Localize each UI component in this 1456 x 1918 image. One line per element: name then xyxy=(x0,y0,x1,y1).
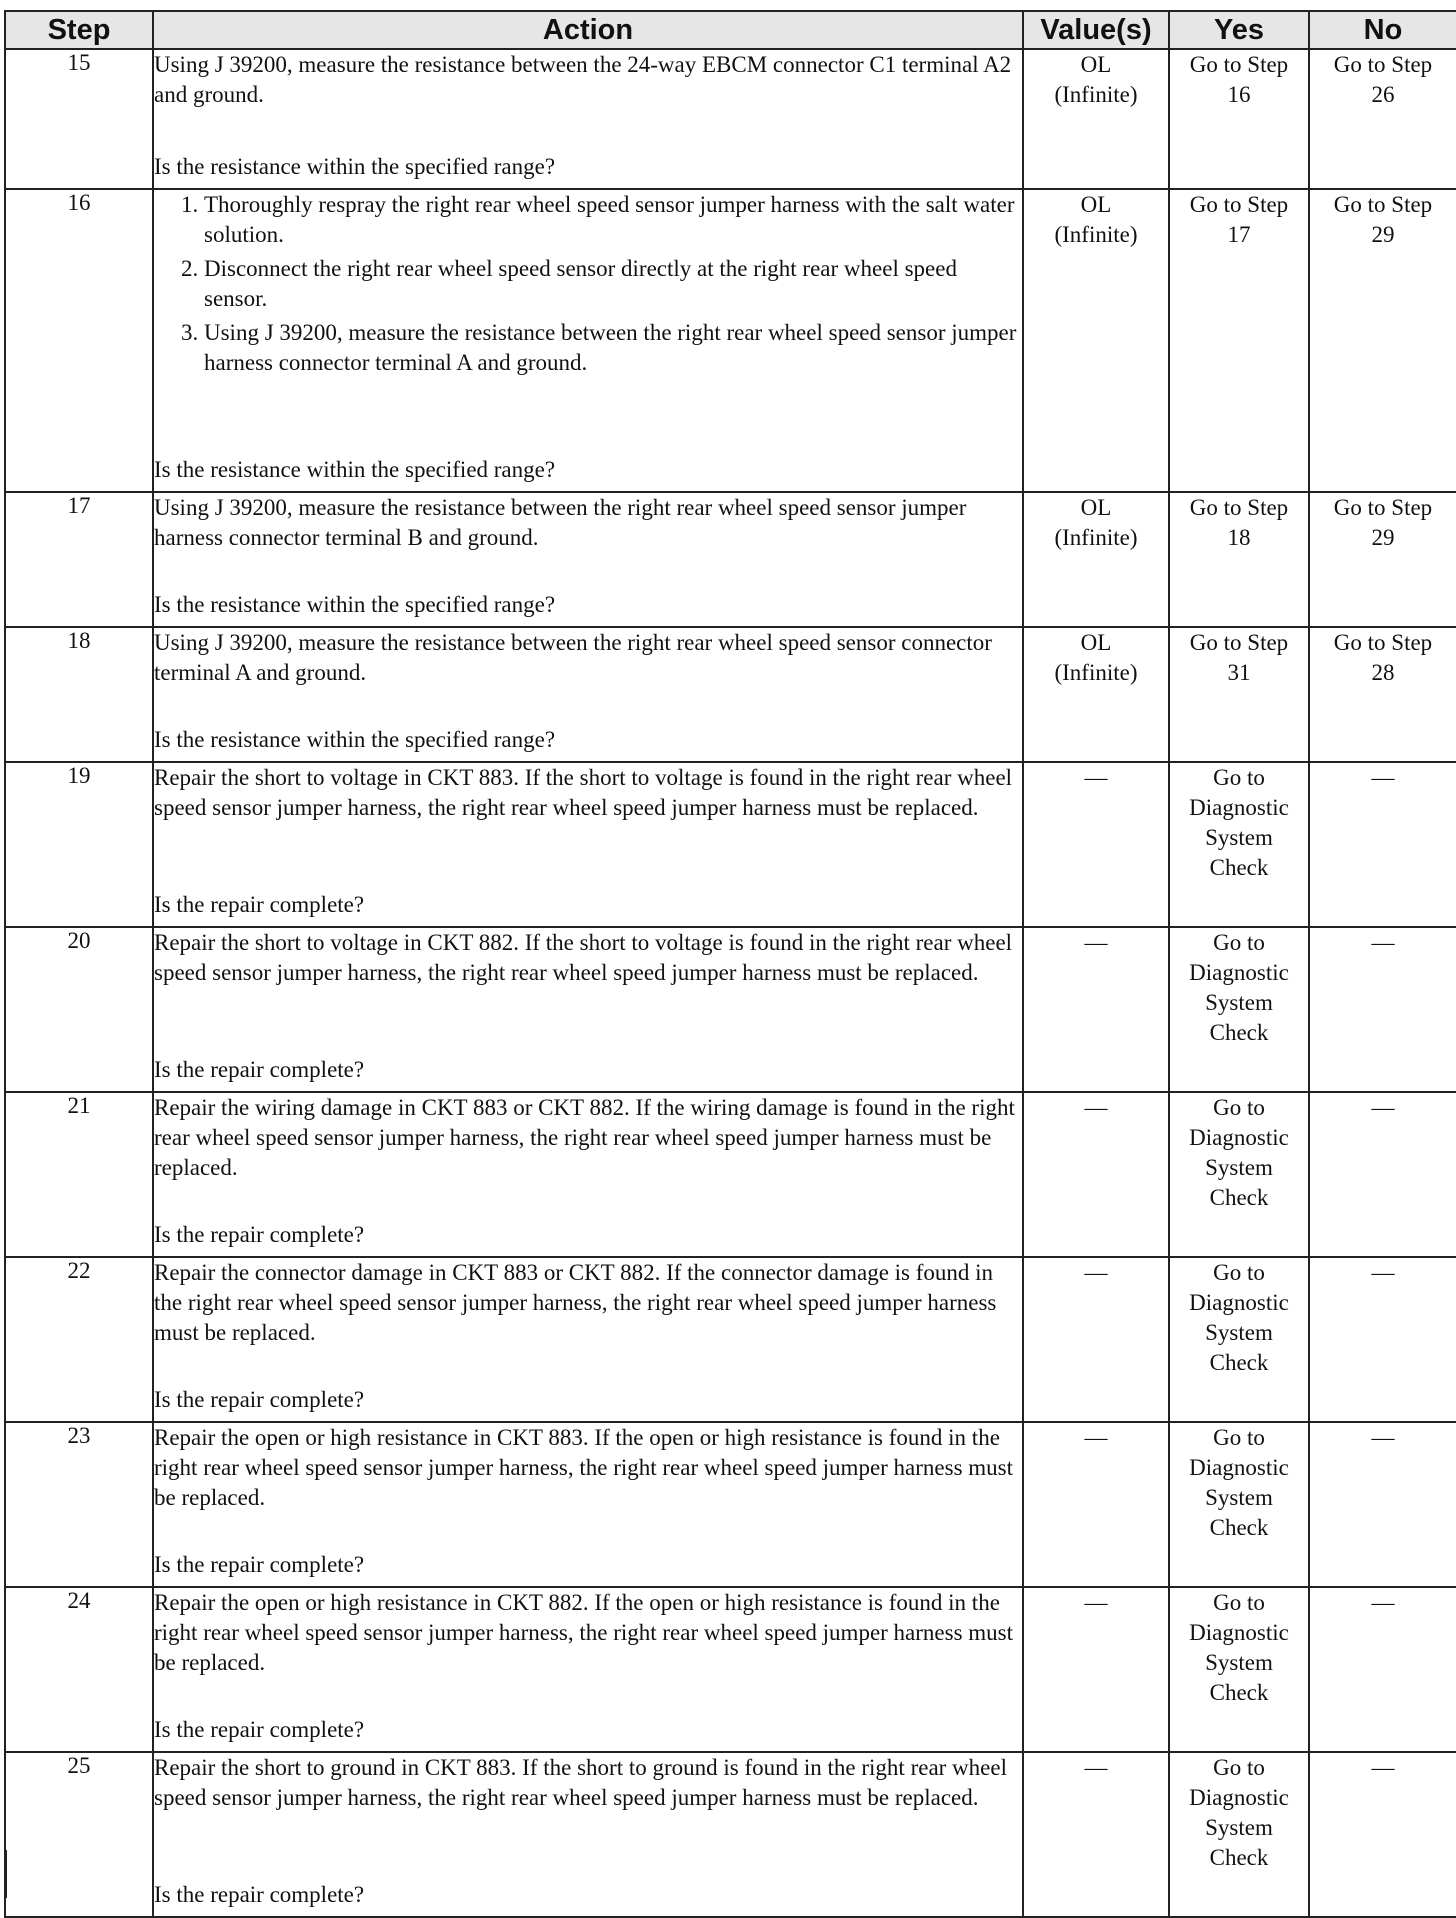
action-question: Is the repair complete? xyxy=(154,1387,365,1412)
header-no: No xyxy=(1309,11,1456,49)
step-number: 22 xyxy=(5,1257,153,1422)
no-action: — xyxy=(1371,930,1395,955)
yes-action: Go to Step 18 xyxy=(1189,495,1289,550)
no-cell xyxy=(1309,492,1456,627)
substep-item: 2. Disconnect the right rear wheel speed sensor directly at the right rear wheel speed sensor. xyxy=(204,254,1022,314)
substep-list xyxy=(154,190,1022,378)
no-cell xyxy=(1309,1257,1456,1422)
action-cell xyxy=(153,1587,1023,1752)
yes-cell xyxy=(1169,49,1309,189)
step-number: 21 xyxy=(5,1092,153,1257)
no-action: Go to Step 29 xyxy=(1333,192,1433,247)
table-row xyxy=(5,627,1456,762)
table-row xyxy=(5,762,1456,927)
action-cell xyxy=(153,762,1023,927)
action-text: Repair the open or high resistance in CKT 882. If the open or high resistance is found in the right rear wheel speed sensor jumper harness, the right rear wheel speed jumper harness must be replaced. xyxy=(154,1590,1014,1675)
table-body xyxy=(5,49,1456,1917)
no-action: — xyxy=(1371,1590,1395,1615)
step-number: 25 xyxy=(5,1752,153,1917)
no-cell xyxy=(1309,189,1456,492)
value-primary: — xyxy=(1084,1425,1108,1450)
no-action: — xyxy=(1371,1095,1395,1120)
step-number: 23 xyxy=(5,1422,153,1587)
yes-cell xyxy=(1169,1422,1309,1587)
yes-cell xyxy=(1169,1752,1309,1917)
margin-mark xyxy=(4,1850,7,1898)
no-cell xyxy=(1309,927,1456,1092)
step-number: 19 xyxy=(5,762,153,927)
step-number: 17 xyxy=(5,492,153,627)
diagnostic-table xyxy=(4,10,1456,1918)
value-cell xyxy=(1023,189,1169,492)
yes-action: Go to Diagnostic System Check xyxy=(1189,1755,1289,1870)
value-secondary: (Infinite) xyxy=(1054,82,1138,107)
action-text: Repair the short to voltage in CKT 882. If the short to voltage is found in the right rear wheel speed sensor jumper harness, the right rear wheel speed jumper harness must be replaced. xyxy=(154,930,1013,985)
action-text: Using J 39200, measure the resistance between the right rear wheel speed sensor jumper harness connector terminal B and ground. xyxy=(154,495,967,550)
table-row xyxy=(5,49,1456,189)
no-cell xyxy=(1309,1092,1456,1257)
header-step: Step xyxy=(5,11,153,49)
no-action: — xyxy=(1371,765,1395,790)
substep-item: 3. Using J 39200, measure the resistance between the right rear wheel speed sensor jumper harness connector terminal A and ground. xyxy=(204,318,1022,378)
action-text: Using J 39200, measure the resistance between the right rear wheel speed sensor connector terminal A and ground. xyxy=(154,630,992,685)
header-values: Value(s) xyxy=(1023,11,1169,49)
value-primary: — xyxy=(1084,1755,1108,1780)
table-row xyxy=(5,189,1456,492)
action-cell xyxy=(153,189,1023,492)
value-secondary: (Infinite) xyxy=(1054,525,1138,550)
value-primary: — xyxy=(1084,930,1108,955)
step-number: 16 xyxy=(5,189,153,492)
value-primary: OL xyxy=(1080,495,1112,520)
table-row xyxy=(5,492,1456,627)
action-cell xyxy=(153,492,1023,627)
value-primary: — xyxy=(1084,1590,1108,1615)
action-question: Is the repair complete? xyxy=(154,892,365,917)
header-action: Action xyxy=(153,11,1023,49)
table-row xyxy=(5,927,1456,1092)
no-action: Go to Step 26 xyxy=(1333,52,1433,107)
value-primary: — xyxy=(1084,1260,1108,1285)
action-question: Is the resistance within the specified range? xyxy=(154,592,556,617)
value-cell xyxy=(1023,49,1169,189)
action-cell xyxy=(153,927,1023,1092)
action-cell xyxy=(153,1752,1023,1917)
yes-cell xyxy=(1169,1092,1309,1257)
action-question: Is the resistance within the specified range? xyxy=(154,727,556,752)
value-cell xyxy=(1023,1752,1169,1917)
value-cell xyxy=(1023,1422,1169,1587)
value-primary: OL xyxy=(1080,192,1112,217)
action-text: Repair the short to voltage in CKT 883. If the short to voltage is found in the right rear wheel speed sensor jumper harness, the right rear wheel speed jumper harness must be replaced. xyxy=(154,765,1013,820)
value-primary: — xyxy=(1084,765,1108,790)
step-number: 24 xyxy=(5,1587,153,1752)
value-cell xyxy=(1023,762,1169,927)
action-question: Is the repair complete? xyxy=(154,1717,365,1742)
value-primary: OL xyxy=(1080,52,1112,77)
table-row xyxy=(5,1422,1456,1587)
table-header-row xyxy=(5,11,1456,49)
step-number: 15 xyxy=(5,49,153,189)
yes-action: Go to Diagnostic System Check xyxy=(1189,1590,1289,1705)
no-action: Go to Step 28 xyxy=(1333,630,1433,685)
value-primary: — xyxy=(1084,1095,1108,1120)
action-cell xyxy=(153,49,1023,189)
value-secondary: (Infinite) xyxy=(1054,222,1138,247)
yes-cell xyxy=(1169,627,1309,762)
value-primary: OL xyxy=(1080,630,1112,655)
yes-cell xyxy=(1169,927,1309,1092)
action-question: Is the repair complete? xyxy=(154,1222,365,1247)
table-row xyxy=(5,1257,1456,1422)
action-text: Repair the connector damage in CKT 883 or CKT 882. If the connector damage is found in the right rear wheel speed sensor jumper harness, the right rear wheel speed jumper harness must be replaced. xyxy=(154,1260,997,1345)
value-cell xyxy=(1023,1257,1169,1422)
yes-action: Go to Diagnostic System Check xyxy=(1189,1425,1289,1540)
table-row xyxy=(5,1092,1456,1257)
yes-action: Go to Diagnostic System Check xyxy=(1189,765,1289,880)
table-row xyxy=(5,1587,1456,1752)
yes-action: Go to Diagnostic System Check xyxy=(1189,1095,1289,1210)
no-cell xyxy=(1309,1422,1456,1587)
yes-cell xyxy=(1169,1257,1309,1422)
action-cell xyxy=(153,1092,1023,1257)
value-cell xyxy=(1023,627,1169,762)
action-cell xyxy=(153,1422,1023,1587)
table-row xyxy=(5,1752,1456,1917)
action-question: Is the repair complete? xyxy=(154,1552,365,1577)
no-cell xyxy=(1309,627,1456,762)
action-text: Using J 39200, measure the resistance between the 24-way EBCM connector C1 terminal A2 and ground. xyxy=(154,52,1012,107)
action-question: Is the resistance within the specified range? xyxy=(154,154,556,179)
step-number: 20 xyxy=(5,927,153,1092)
no-action: — xyxy=(1371,1425,1395,1450)
yes-cell xyxy=(1169,492,1309,627)
value-cell xyxy=(1023,1092,1169,1257)
action-question: Is the resistance within the specified range? xyxy=(154,457,556,482)
header-yes: Yes xyxy=(1169,11,1309,49)
yes-action: Go to Step 31 xyxy=(1189,630,1289,685)
action-cell xyxy=(153,1257,1023,1422)
value-cell xyxy=(1023,1587,1169,1752)
no-action: — xyxy=(1371,1260,1395,1285)
action-text: Repair the wiring damage in CKT 883 or CKT 882. If the wiring damage is found in the right rear wheel speed sensor jumper harness, the right rear wheel speed jumper harness must be replaced. xyxy=(154,1095,1015,1180)
yes-action: Go to Step 17 xyxy=(1189,192,1289,247)
value-cell xyxy=(1023,492,1169,627)
no-cell xyxy=(1309,49,1456,189)
yes-action: Go to Step 16 xyxy=(1189,52,1289,107)
action-cell xyxy=(153,627,1023,762)
value-secondary: (Infinite) xyxy=(1054,660,1138,685)
value-cell xyxy=(1023,927,1169,1092)
action-text: Repair the short to ground in CKT 883. If the short to ground is found in the right rear wheel speed sensor jumper harness, the right rear wheel speed jumper harness must be replaced. xyxy=(154,1755,1007,1810)
document-page xyxy=(4,10,1456,1910)
yes-cell xyxy=(1169,762,1309,927)
yes-cell xyxy=(1169,189,1309,492)
action-text: Repair the open or high resistance in CKT 883. If the open or high resistance is found in the right rear wheel speed sensor jumper harness, the right rear wheel speed jumper harness must be replaced. xyxy=(154,1425,1014,1510)
no-cell xyxy=(1309,1587,1456,1752)
yes-action: Go to Diagnostic System Check xyxy=(1189,1260,1289,1375)
step-number: 18 xyxy=(5,627,153,762)
yes-action: Go to Diagnostic System Check xyxy=(1189,930,1289,1045)
no-action: — xyxy=(1371,1755,1395,1780)
no-cell xyxy=(1309,762,1456,927)
substep-item: 1. Thoroughly respray the right rear wheel speed sensor jumper harness with the salt water solution. xyxy=(204,190,1022,250)
action-question: Is the repair complete? xyxy=(154,1882,365,1907)
action-question: Is the repair complete? xyxy=(154,1057,365,1082)
no-cell xyxy=(1309,1752,1456,1917)
yes-cell xyxy=(1169,1587,1309,1752)
no-action: Go to Step 29 xyxy=(1333,495,1433,550)
